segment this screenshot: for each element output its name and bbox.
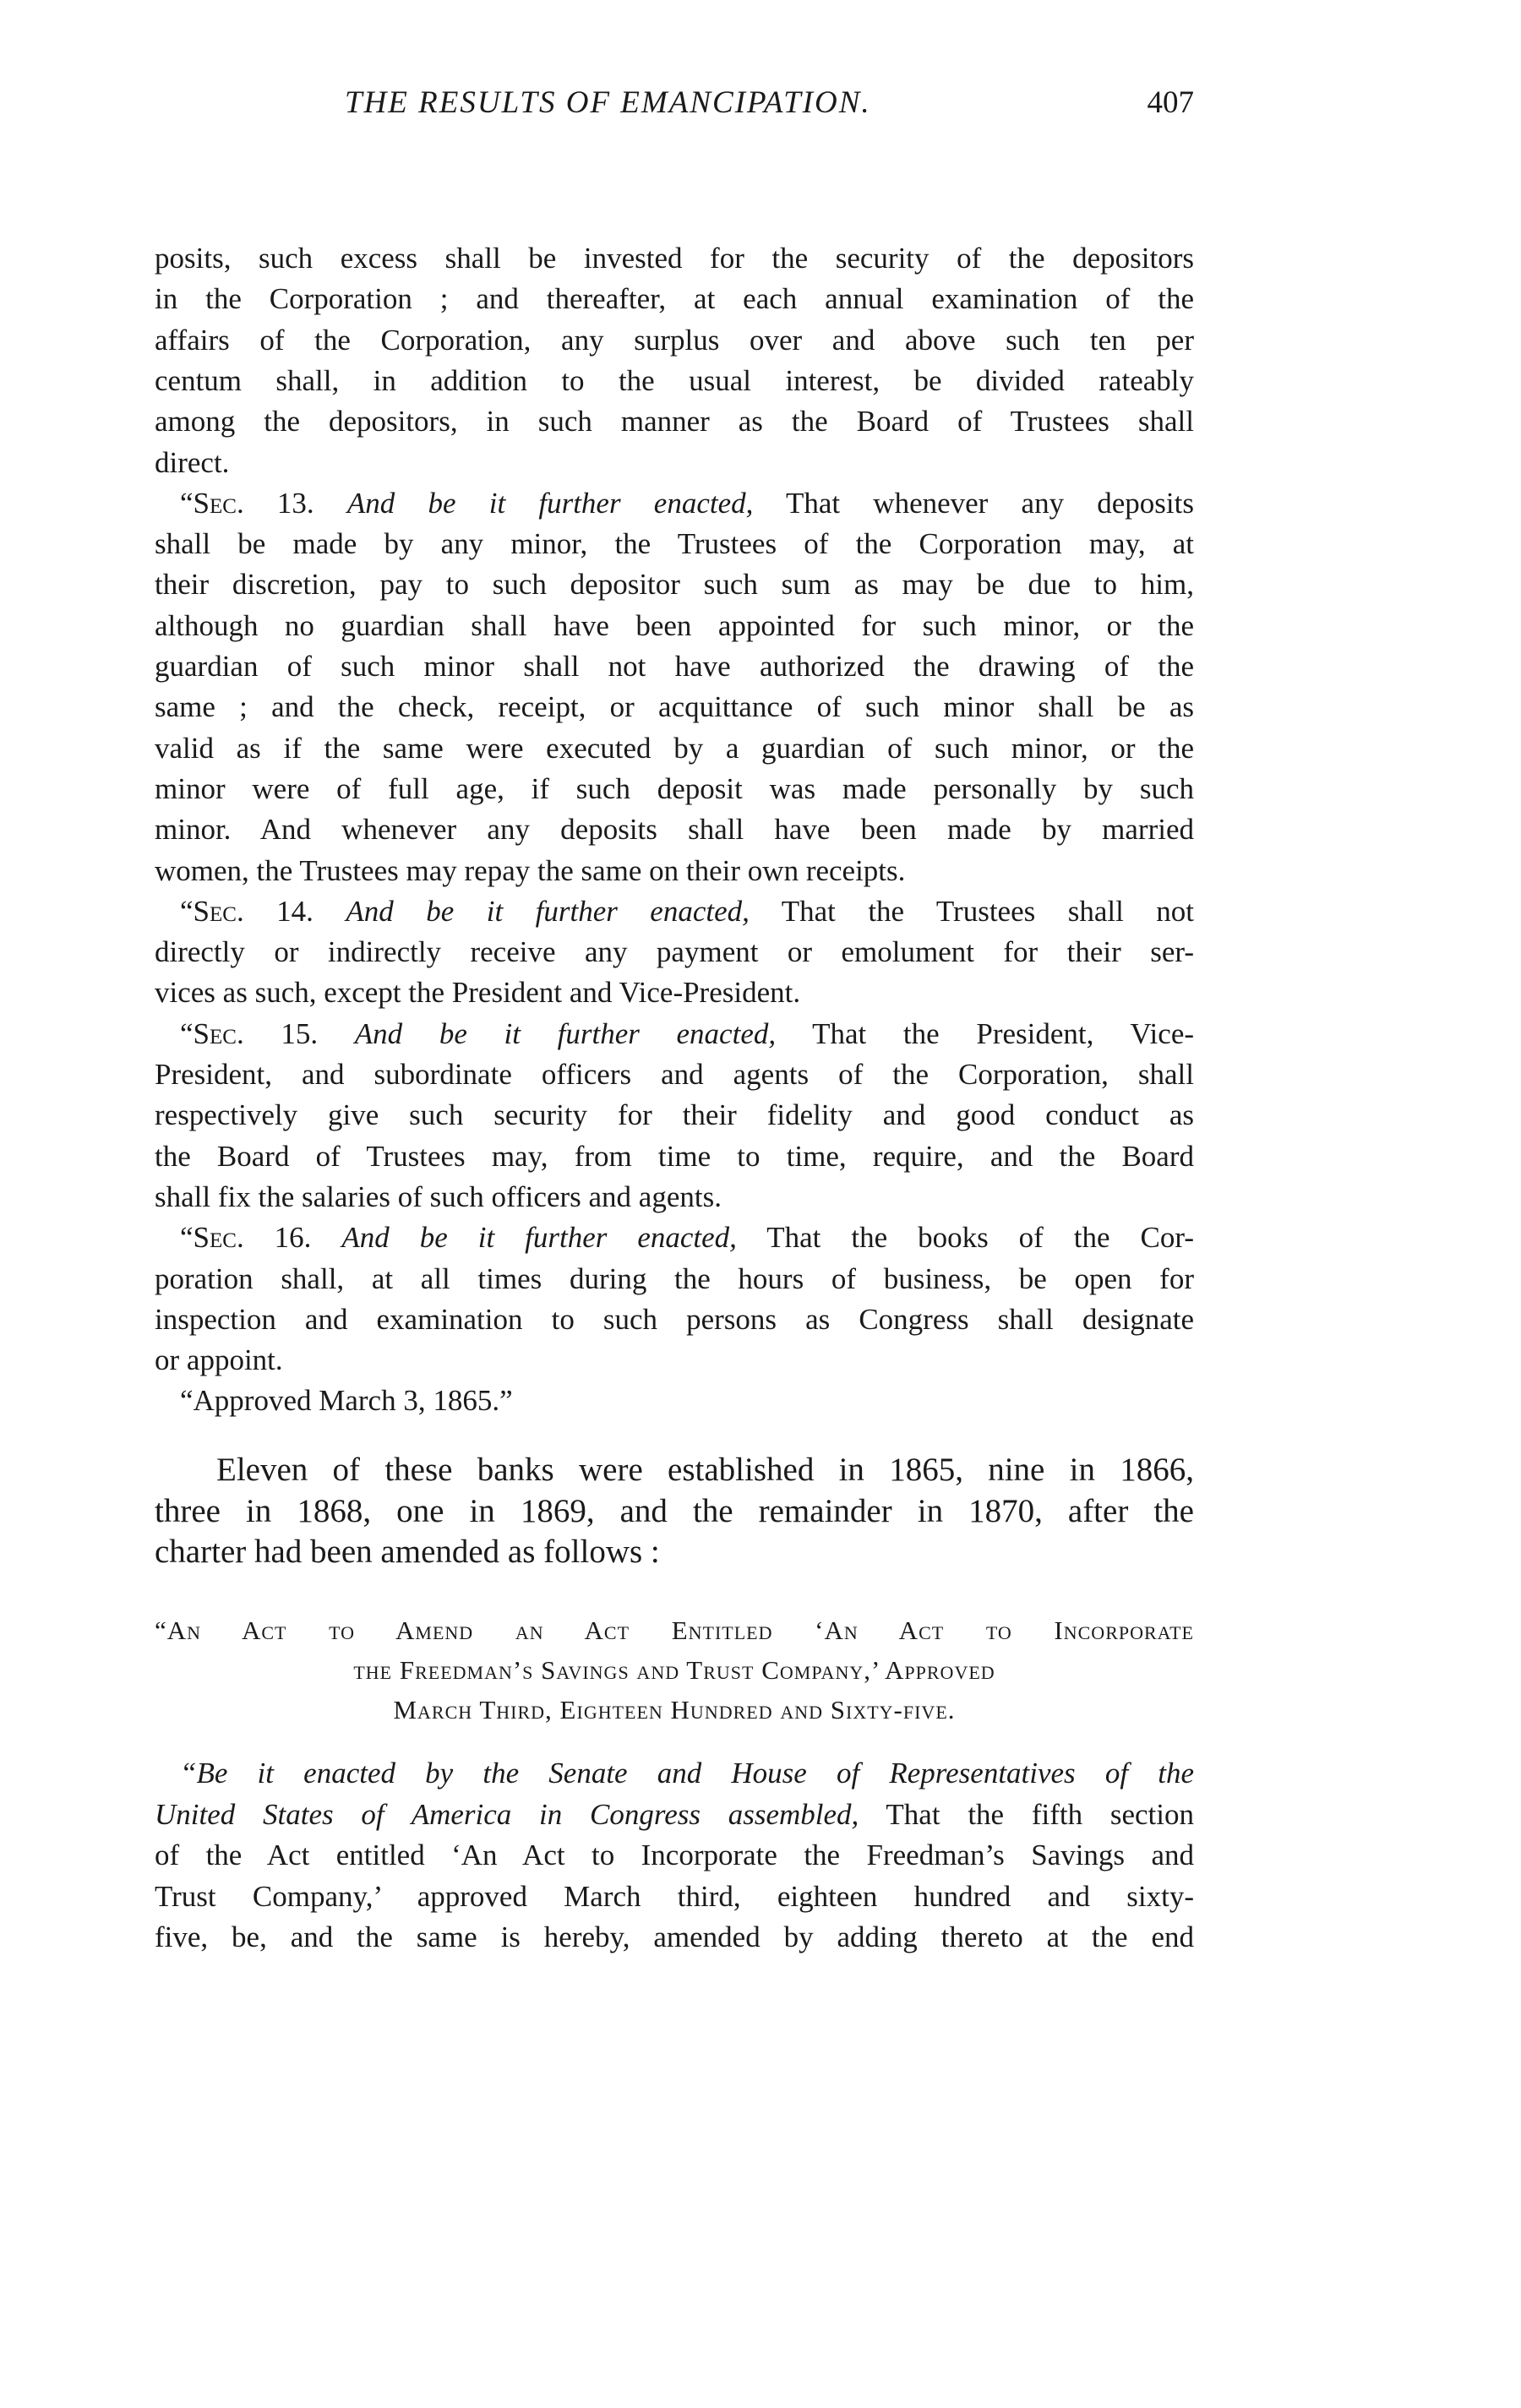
text-line	[155, 809, 1194, 850]
text-line	[155, 443, 1194, 483]
text-line	[155, 238, 1194, 279]
text-run: 14.	[243, 894, 346, 928]
act-heading-line	[155, 1691, 1194, 1730]
text-line	[155, 1795, 1194, 1835]
text-run: directly or indirectly receive any payment or emolument for their ser-	[155, 935, 1194, 969]
text-run: posits, such excess shall be invested for the security of the depositors	[155, 242, 1194, 275]
text-run: inspection and examination to such persons as Congress shall designate	[155, 1302, 1194, 1336]
italic-run: United States of America in Congress assembled,	[155, 1797, 859, 1831]
text-line	[155, 1218, 1194, 1258]
text-run: in the Corporation ; and thereafter, at each annual examination of the	[155, 282, 1194, 316]
text-run: That the books of the Cor-	[736, 1221, 1194, 1255]
text-line	[155, 687, 1194, 727]
text-line	[155, 1877, 1194, 1917]
text-line	[155, 1531, 1194, 1573]
text-line	[155, 1835, 1194, 1876]
text-run: “	[180, 894, 194, 928]
small-caps-run: Sec.	[193, 486, 244, 520]
text-run: poration shall, at all times during the hours of business, be open for	[155, 1261, 1194, 1295]
text-line	[155, 851, 1194, 891]
text-run: although no guardian shall have been appointed for such minor, or the	[155, 608, 1194, 642]
text-line	[155, 932, 1194, 972]
text-line	[155, 1259, 1194, 1299]
small-caps-run: the Freedman’s Savings and Trust Company,’ Approved	[353, 1655, 995, 1685]
text-run: three in 1868, one in 1869, and the remainder in 1870, after the	[155, 1492, 1194, 1529]
page-number: 407	[1147, 85, 1194, 120]
text-line	[155, 279, 1194, 319]
text-run: affairs of the Corporation, any surplus over and above such ten per	[155, 323, 1194, 357]
text-line	[155, 769, 1194, 809]
small-caps-run: “An Act to Amend an Act Entitled ‘An Act to Incorporate	[155, 1615, 1194, 1645]
text-run: “	[180, 486, 194, 520]
text-run: That the fifth section	[859, 1797, 1194, 1831]
text-run: shall be made by any minor, the Trustees of the Corporation may, at	[155, 527, 1194, 561]
text-run: minor. And whenever any deposits shall have been made by married	[155, 813, 1194, 847]
text-run: “Approved March 3, 1865.”	[180, 1384, 513, 1418]
text-line	[155, 524, 1194, 564]
small-caps-run: Sec.	[193, 1221, 244, 1255]
text-line	[155, 1753, 1194, 1794]
act-heading-line	[155, 1611, 1194, 1650]
text-run: 13.	[243, 486, 347, 520]
text-run: charter had been amended as follows :	[155, 1534, 660, 1571]
small-caps-run: Sec.	[193, 1016, 244, 1050]
text-run: 16.	[243, 1221, 342, 1255]
text-line	[155, 401, 1194, 442]
italic-run: And be it further enacted,	[346, 486, 754, 520]
text-run: valid as if the same were executed by a guardian of such minor, or the	[155, 731, 1194, 765]
text-line	[155, 483, 1194, 524]
text-line	[155, 891, 1194, 932]
text-line	[155, 1381, 1194, 1421]
text-run: That the Trustees shall not	[749, 894, 1194, 928]
text-line	[155, 728, 1194, 769]
italic-run: “Be it enacted by the Senate and House of Representatives of the	[180, 1757, 1194, 1790]
text-line	[155, 1299, 1194, 1340]
text-run: Eleven of these banks were established in 1865, nine in 1866,	[216, 1452, 1194, 1488]
text-run: of the Act entitled ‘An Act to Incorporate the Freedman’s Savings and	[155, 1839, 1194, 1872]
running-head	[155, 84, 1194, 127]
small-caps-run: Sec.	[193, 894, 244, 928]
text-line	[155, 1917, 1194, 1958]
text-run: same ; and the check, receipt, or acquittance of such minor shall be as	[155, 690, 1194, 724]
text-run: shall fix the salaries of such officers and agents.	[155, 1179, 722, 1213]
text-run: the Board of Trustees may, from time to time, require, and the Board	[155, 1139, 1194, 1173]
text-run: Trust Company,’ approved March third, eighteen hundred and sixty-	[155, 1879, 1194, 1913]
text-line	[155, 320, 1194, 361]
text-run: That the President, Vice-	[776, 1016, 1195, 1050]
text-line	[155, 1490, 1194, 1533]
text-run: respectively give such security for their fidelity and good conduct as	[155, 1098, 1194, 1132]
running-head-title: THE RESULTS OF EMANCIPATION.	[345, 85, 871, 120]
text-run: guardian of such minor shall not have authorized the drawing of the	[155, 650, 1194, 683]
italic-run: And be it further enacted,	[341, 1221, 737, 1255]
text-line	[155, 1136, 1194, 1177]
italic-run: And be it further enacted,	[346, 894, 750, 928]
text-run: centum shall, in addition to the usual interest, be divided rateably	[155, 363, 1194, 397]
text-run: minor were of full age, if such deposit was made personally by such	[155, 771, 1194, 805]
text-line	[155, 1449, 1194, 1491]
text-line	[155, 1014, 1194, 1054]
text-line	[155, 361, 1194, 401]
text-run: five, be, and the same is hereby, amended by adding thereto at the end	[155, 1920, 1194, 1954]
act-heading-line	[155, 1651, 1194, 1690]
text-run: “	[180, 1016, 194, 1050]
text-line	[155, 1340, 1194, 1381]
text-line	[155, 1054, 1194, 1095]
text-run: their discretion, pay to such depositor such sum as may be due to him,	[155, 568, 1194, 602]
text-line	[155, 1177, 1194, 1218]
text-run: among the depositors, in such manner as the Board of Trustees shall	[155, 405, 1194, 439]
text-line	[155, 606, 1194, 646]
text-run: women, the Trustees may repay the same on their own receipts.	[155, 853, 906, 887]
text-line	[155, 646, 1194, 687]
text-run: “	[180, 1221, 194, 1255]
text-run: President, and subordinate officers and agents of the Corporation, shall	[155, 1058, 1194, 1091]
text-run: or appoint.	[155, 1343, 283, 1377]
text-run: 15.	[243, 1016, 355, 1050]
text-run: direct.	[155, 445, 230, 479]
text-line	[155, 1095, 1194, 1136]
small-caps-run: March Third, Eighteen Hundred and Sixty-five.	[393, 1695, 956, 1724]
text-line	[155, 972, 1194, 1013]
text-line	[155, 564, 1194, 605]
text-run: vices as such, except the President and Vice-President.	[155, 976, 801, 1010]
text-run: That whenever any deposits	[753, 486, 1194, 520]
italic-run: And be it further enacted,	[354, 1016, 777, 1050]
